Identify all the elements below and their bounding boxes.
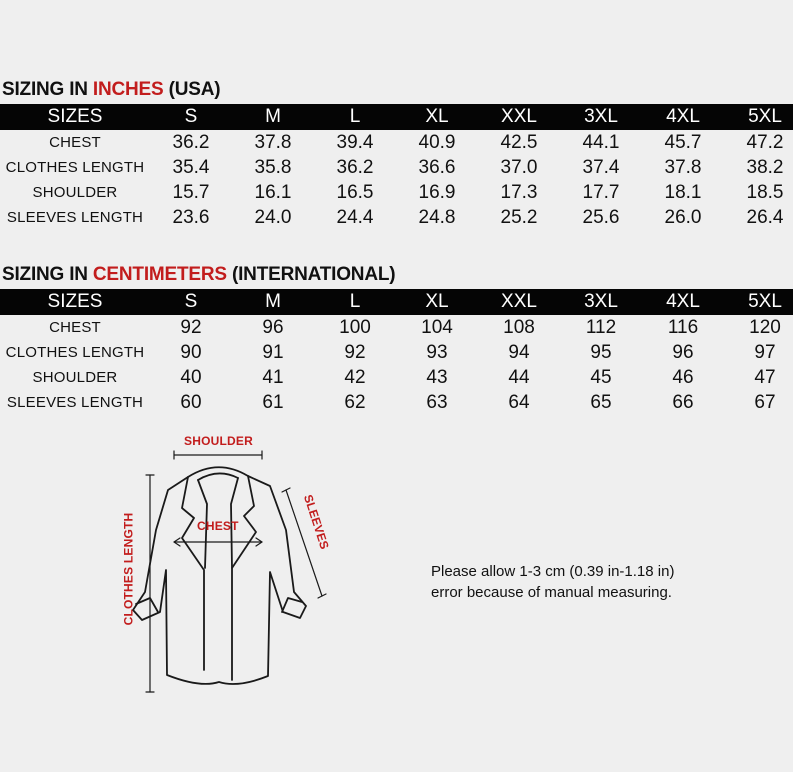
row-label: CLOTHES LENGTH: [5, 344, 145, 361]
cell-value: 63: [426, 391, 448, 413]
header-size-4xl: 4XL: [666, 291, 700, 312]
centimeters-section-title: [2, 264, 395, 286]
table-row: [0, 340, 793, 365]
inches-title-suffix: (USA): [163, 79, 221, 100]
cell-value: 47: [754, 366, 776, 388]
header-size-s: S: [184, 291, 198, 312]
cell-value: 35.8: [254, 156, 292, 178]
cell-value: 95: [590, 341, 612, 363]
cell-value: 93: [426, 341, 448, 363]
table-row: [0, 205, 793, 230]
cell-value: 25.6: [582, 206, 620, 228]
shoulder-label: SHOULDER: [184, 434, 253, 448]
cell-value: 26.4: [746, 206, 784, 228]
chest-label: CHEST: [197, 519, 239, 533]
clothes-length-label: CLOTHES LENGTH: [121, 512, 136, 626]
cell-value: 64: [508, 391, 530, 413]
cell-value: 66: [672, 391, 694, 413]
cell-value: 104: [421, 316, 453, 338]
cell-value: 16.9: [418, 181, 456, 203]
header-size-5xl: 5XL: [748, 106, 782, 127]
row-label: SLEEVES LENGTH: [6, 394, 144, 411]
row-label: CHEST: [49, 319, 101, 336]
inches-title-highlight: INCHES: [92, 79, 164, 100]
cell-value: 43: [426, 366, 448, 388]
header-size-l: L: [349, 291, 361, 312]
table-row: [0, 315, 793, 340]
cell-value: 24.8: [418, 206, 456, 228]
cell-value: 67: [754, 391, 776, 413]
cell-value: 38.2: [746, 156, 784, 178]
cell-value: 40.9: [418, 131, 456, 153]
cell-value: 44: [508, 366, 530, 388]
cell-value: 23.6: [172, 206, 210, 228]
header-size-xl: XL: [425, 106, 449, 127]
header-size-m: M: [265, 291, 281, 312]
cell-value: 36.2: [172, 131, 210, 153]
note-line-1: Please allow 1-3 cm (0.39 in-1.18 in): [431, 563, 675, 580]
table-row: [0, 130, 793, 155]
cell-value: 90: [180, 341, 202, 363]
cell-value: 25.2: [500, 206, 538, 228]
cell-value: 62: [344, 391, 366, 413]
cell-value: 26.0: [664, 206, 702, 228]
cell-value: 16.1: [254, 181, 292, 203]
header-size-4xl: 4XL: [666, 106, 700, 127]
cell-value: 120: [749, 316, 781, 338]
cell-value: 45: [590, 366, 612, 388]
table-header-row: [0, 289, 793, 315]
cell-value: 116: [667, 316, 699, 338]
header-size-l: L: [349, 106, 361, 127]
cell-value: 108: [503, 316, 535, 338]
coat-outline-icon: [0, 420, 360, 710]
cell-value: 100: [339, 316, 371, 338]
cell-value: 37.8: [664, 156, 702, 178]
centimeters-size-table: [0, 289, 793, 415]
inches-title-prefix: SIZING IN: [2, 79, 93, 100]
cell-value: 44.1: [582, 131, 620, 153]
header-size-5xl: 5XL: [748, 291, 782, 312]
table-header-row: [0, 104, 793, 130]
header-size-xl: XL: [425, 291, 449, 312]
row-label: SHOULDER: [32, 184, 118, 201]
cell-value: 96: [672, 341, 694, 363]
cell-value: 37.8: [254, 131, 292, 153]
cell-value: 97: [754, 341, 776, 363]
cell-value: 60: [180, 391, 202, 413]
cell-value: 37.4: [582, 156, 620, 178]
note-line-2: error because of manual measuring.: [431, 584, 672, 601]
cell-value: 112: [585, 316, 617, 338]
row-label: SLEEVES LENGTH: [6, 209, 144, 226]
cm-title-suffix: (INTERNATIONAL): [226, 264, 396, 285]
cell-value: 92: [180, 316, 202, 338]
cell-value: 17.3: [500, 181, 538, 203]
cell-value: 45.7: [664, 131, 702, 153]
row-label: CHEST: [49, 134, 101, 151]
cell-value: 17.7: [582, 181, 620, 203]
row-label: CLOTHES LENGTH: [5, 159, 145, 176]
header-sizes: SIZES: [47, 291, 103, 312]
row-label: SHOULDER: [32, 369, 118, 386]
table-row: [0, 365, 793, 390]
cell-value: 36.2: [336, 156, 374, 178]
cell-value: 24.4: [336, 206, 374, 228]
inches-size-table: [0, 104, 793, 230]
cell-value: 37.0: [500, 156, 538, 178]
cell-value: 41: [262, 366, 284, 388]
cell-value: 15.7: [172, 181, 210, 203]
table-row: [0, 180, 793, 205]
cell-value: 61: [262, 391, 284, 413]
cell-value: 35.4: [172, 156, 210, 178]
cell-value: 92: [344, 341, 366, 363]
cell-value: 18.1: [664, 181, 702, 203]
header-size-xxl: XXL: [501, 291, 537, 312]
table-row: [0, 390, 793, 415]
header-sizes: SIZES: [47, 106, 103, 127]
cell-value: 16.5: [336, 181, 374, 203]
cm-title-prefix: SIZING IN: [2, 264, 93, 285]
header-size-3xl: 3XL: [584, 106, 618, 127]
cell-value: 39.4: [336, 131, 374, 153]
header-size-3xl: 3XL: [584, 291, 618, 312]
cell-value: 65: [590, 391, 612, 413]
header-size-m: M: [265, 106, 281, 127]
header-size-s: S: [184, 106, 198, 127]
cell-value: 18.5: [746, 181, 784, 203]
cell-value: 91: [262, 341, 284, 363]
cell-value: 46: [672, 366, 694, 388]
sleeves-label: SLEEVES: [300, 492, 332, 552]
cm-title-highlight: CENTIMETERS: [92, 264, 227, 285]
cell-value: 42.5: [500, 131, 538, 153]
measurement-note: [431, 561, 674, 603]
cell-value: 96: [262, 316, 284, 338]
cell-value: 42: [344, 366, 366, 388]
cell-value: 94: [508, 341, 530, 363]
cell-value: 36.6: [418, 156, 456, 178]
table-row: [0, 155, 793, 180]
header-size-xxl: XXL: [501, 106, 537, 127]
cell-value: 24.0: [254, 206, 292, 228]
inches-section-title: [2, 79, 220, 101]
cell-value: 47.2: [746, 131, 784, 153]
cell-value: 40: [180, 366, 202, 388]
